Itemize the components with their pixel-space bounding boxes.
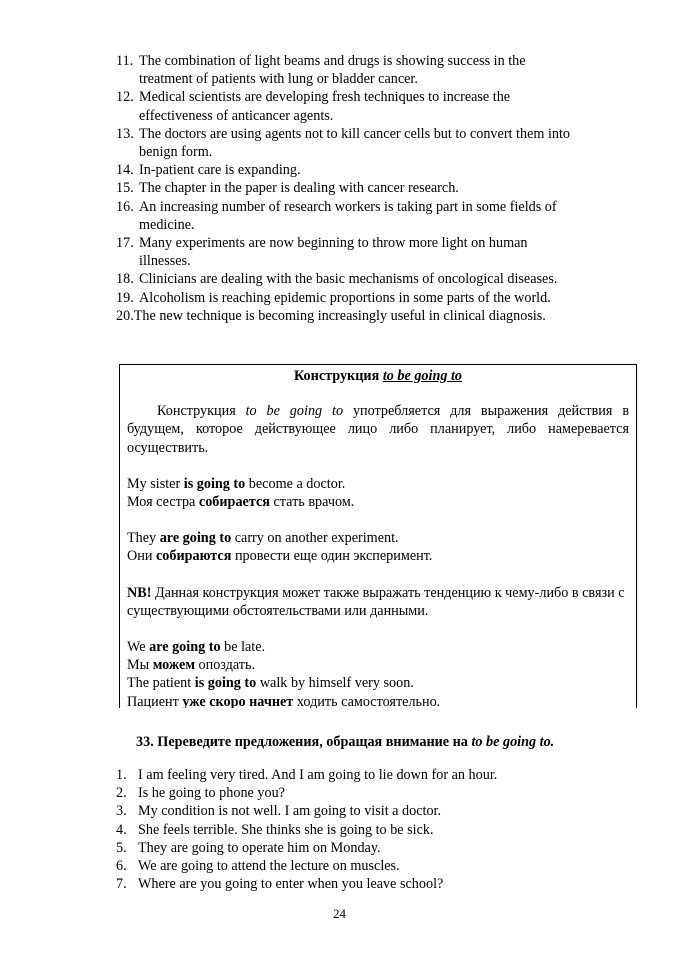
list-item: 18. Clinicians are dealing with the basic mechanisms of oncological diseases. xyxy=(116,271,558,288)
list-item: 16. An increasing number of research workers is taking part in some fields of medicine. xyxy=(116,198,557,233)
example-english: My sister is going to become a doctor. xyxy=(127,475,346,492)
list-item: 20.The new technique is becoming increasingly useful in clinical diagnosis. xyxy=(116,307,546,324)
example-pair xyxy=(127,475,629,511)
box-title: Конструкция to be going to xyxy=(293,368,463,384)
list-item: 1. I am feeling very tired. And I am going to lie down for an hour. xyxy=(116,767,498,783)
example-english: They are going to carry on another experiment. xyxy=(127,530,399,547)
list-item: 2. Is he going to phone you? xyxy=(116,785,285,802)
exercise-heading: 33. Переведите предложения, обращая внимание на to be going to. xyxy=(136,734,555,750)
list-item: 17. Many experiments are now beginning to throw more light on human illnesses. xyxy=(116,235,528,270)
page-number: 24 xyxy=(333,906,346,921)
nb-note: NB! Данная конструкция может также выражать тенденцию к чему-либо в связи с существующими обстоятельствами или данными. xyxy=(127,584,625,619)
list-item: 7. Where are you going to enter when you leave school? xyxy=(116,876,444,893)
list-item: 15. The chapter in the paper is dealing with cancer research. xyxy=(116,180,459,197)
exercise-list xyxy=(116,766,637,893)
example-russian: Мы можем опоздать. xyxy=(127,657,256,674)
example-russian: Пациент уже скоро начнет ходить самостоятельно. xyxy=(127,693,441,708)
list-item: 19. Alcoholism is reaching epidemic proportions in some parts of the world. xyxy=(116,289,551,306)
list-item: 6. We are going to attend the lecture on muscles. xyxy=(116,858,400,875)
list-item: 12. Medical scientists are developing fresh techniques to increase the effectiveness of anticancer agents. xyxy=(116,89,511,124)
list-item: 3. My condition is not well. I am going to visit a doctor. xyxy=(116,803,442,820)
grammar-rule-box xyxy=(119,364,637,708)
example-russian: Они собираются провести еще один эксперимент. xyxy=(127,548,433,565)
sentence-list xyxy=(116,52,637,325)
list-item: 14. In-patient care is expanding. xyxy=(116,162,301,179)
list-item: 4. She feels terrible. She thinks she is going to be sick. xyxy=(116,821,434,838)
list-item: 13. The doctors are using agents not to kill cancer cells but to convert them into benign form. xyxy=(116,125,571,161)
example-pair xyxy=(127,529,629,565)
example-english: We are going to be late. xyxy=(127,639,266,656)
rule-explanation: Конструкция to be going to употребляется для выражения действия в будущем, которое действующее лицо либо планирует, либо намеревается осуществить. xyxy=(127,403,630,456)
list-item: 5. They are going to operate him on Monday. xyxy=(116,839,381,856)
example-english: The patient is going to walk by himself very soon. xyxy=(127,675,414,692)
example-russian: Моя сестра собирается стать врачом. xyxy=(127,494,355,511)
list-item: 11. The combination of light beams and drugs is showing success in the treatment of patients with lung or bladder cancer. xyxy=(116,53,526,88)
example-group xyxy=(127,638,629,708)
